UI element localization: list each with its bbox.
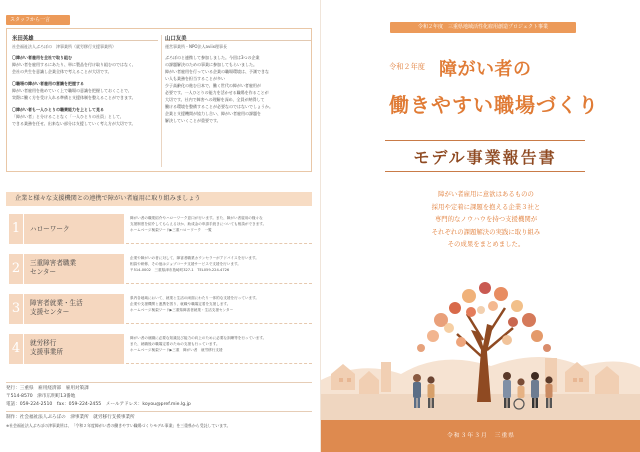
- publication-date: 令和３年３月 三重県: [321, 420, 640, 452]
- desc-line: 専門的なノウハウを持つ支援機関が: [434, 215, 538, 223]
- desc-line: 採用や定着に課題を抱える企業３社と: [431, 202, 541, 211]
- message-line: 企業と支援機関が協力し合い、障がい者雇用の課題を: [165, 111, 261, 116]
- footer-producer: 制作：社会福祉法人ぷろぼの 津事業所 就労移行支援事業所: [6, 415, 135, 420]
- org-name: [24, 334, 124, 364]
- message-line: い人も業務を担当することが多い: [165, 76, 225, 81]
- org-desc-line: 企業や障がいの者に対して、障害者職業カウンセラーがアドバイスを行います。: [130, 256, 259, 260]
- message-line: 「障がい者」と分けることなく「一人ひとりの社員」として、: [12, 114, 124, 119]
- org-name-line: 支援事業所: [30, 348, 63, 356]
- org-name: [24, 294, 124, 324]
- footer-divider: [6, 411, 312, 412]
- org-name: [24, 254, 124, 284]
- support-org-row: [6, 334, 312, 368]
- message-line: 会社の共生を意識し企業全体で考えることが大切です。: [12, 69, 112, 74]
- cover-page: [320, 0, 640, 452]
- org-desc-line: 〒514-0002 三重県津市島崎町327-1 TEL059-224-4726: [130, 268, 230, 272]
- tree-town-illustration: [321, 270, 640, 422]
- staff-comment-tag: スタッフから一言: [6, 15, 70, 25]
- message-line: 障がい者雇用を進めていく上で職場の意識を把握しておくことで、: [12, 88, 132, 93]
- footer-contact: 電話：059-224-2510 fax：059-224-2455 メールアドレス：koyou@pref.mie.lg.jp: [6, 402, 191, 407]
- message-line: 〇障がい者も一人ひとりの職業能力を上として見る: [12, 107, 104, 112]
- org-name-line: 就労移行: [30, 339, 57, 347]
- message-line: 〇職場の障がい者雇用の意識を把握する: [12, 81, 84, 86]
- support-org-row: [6, 214, 312, 248]
- message-column-2: [165, 33, 311, 124]
- message-line: 障がい者雇用を行っている企業の職場環境は、予測できな: [165, 69, 269, 74]
- org-name-line: 障害者就業・生活: [30, 299, 83, 307]
- org-desc-line: 障がい者の職業紹介やハローワーク窓口が行います。また、障がい者雇用の様々な: [130, 216, 263, 220]
- org-desc-line: 企業や支援機関と連携を図り、就職や職場定着を支援します。: [130, 302, 231, 306]
- message-line: 少子高齢化の進む日本で、働く世代の障がい者雇用が: [165, 83, 261, 88]
- org-desc-line: 障がい者の就職に必要な知識及び能力の向上のために必要な訓練等を行っています。: [130, 336, 267, 340]
- cover-description: [381, 188, 591, 251]
- report-rule-bottom: [385, 171, 585, 172]
- staff-role-1: 社会福祉法人ぷろぼの 津事業所（就労移行支援事業所）: [12, 44, 116, 49]
- org-desc-line: ホームページ検索ワード▶三重ハローワーク 一覧: [130, 228, 212, 232]
- project-label: 令和２年度 三重県地域活性化雇用創造プロジェクト事業: [390, 22, 576, 33]
- org-number: 4: [9, 334, 23, 364]
- org-description: [126, 334, 312, 364]
- footer-publisher: 発行：三重県 雇用経済部 雇用対策課: [6, 386, 89, 391]
- message-line: 実際に働く方を受け入れる準備と支援体制を整えることができます。: [12, 95, 136, 100]
- support-org-row: [6, 254, 312, 288]
- org-desc-line: ホームページ検索ワード▶三重 障がい者 就労移行支援: [130, 348, 223, 352]
- column-divider: [161, 35, 162, 167]
- staff-message-1: [12, 54, 158, 127]
- org-name: [24, 214, 124, 244]
- message-line: 働ける環境を整備することが必要なのではないでしょうか。: [165, 104, 273, 109]
- org-desc-line: 支援制度を紹介してもらえるほか、助成金の申請手続きについても相談ができます。: [130, 222, 267, 226]
- org-name-line: 三重障害者職業: [30, 259, 77, 267]
- desc-line: それぞれの課題解決の実践に取り組み: [431, 227, 541, 236]
- message-line: できる業務を任せ、出来ない部分は支援していく考え方が大切です。: [12, 121, 136, 126]
- org-desc-line: 相談や研修、その他はジョブコーチ支援サービスで支援を行います。: [130, 262, 241, 266]
- org-desc-line: 県内各地域において、就業と生活の両面にわたり一体的な支援を行っています。: [130, 296, 260, 300]
- support-band-title: 企業と様々な支援機関との連携で障がい者雇用に取り組みましょう: [6, 192, 312, 206]
- cover-title-line-1: 障がい者の: [439, 59, 532, 80]
- cover-title-line-2: 働きやすい職場づくり: [389, 93, 599, 117]
- message-line: 〇障がい者雇用を全社で取り組む: [12, 55, 72, 60]
- report-title: モデル事業報告書: [413, 148, 557, 167]
- org-name-line: センター: [30, 268, 57, 276]
- report-rule-top: [385, 140, 585, 141]
- org-description: [126, 214, 312, 244]
- cover-year: 令和２年度: [389, 62, 425, 71]
- footer-note: ※社会福祉法人ぷろぼの津事業所は、「令和２年度障がい者の働きやすい職場づくりモデル事業」を三重県から受託しています。: [6, 423, 231, 428]
- org-number: 3: [9, 294, 23, 324]
- footer-address: 〒514-8570 津市広明町13番地: [6, 394, 76, 399]
- message-line: ぷろぼのと連携して参加しました。今回は3つの企業: [165, 55, 260, 60]
- desc-line: その成果をまとめました。: [447, 240, 525, 248]
- message-line: の課題解決のための事業に参加してもらいました。: [165, 62, 257, 67]
- org-description: [126, 294, 312, 324]
- org-name-line: 支援センター: [30, 308, 70, 316]
- staff-message-2: [165, 54, 311, 124]
- desc-line: 障がい者雇用に意欲はあるものの: [438, 190, 534, 198]
- message-line: 必要です。一人ひとりの能力を活かせる職場を作ることが: [165, 90, 269, 95]
- message-line: 大切です。社内で障害への理解を深め、全員が納得して: [165, 97, 265, 102]
- message-column-1: [12, 33, 158, 127]
- message-line: 解決していくことが重要です。: [165, 118, 221, 123]
- staff-name-1: 米田英雄: [12, 33, 158, 41]
- org-number: 1: [9, 214, 23, 244]
- report-heading: [385, 140, 585, 172]
- org-desc-line: ホームページ検索ワード▶三重県障害者就業・生活支援センター: [130, 308, 234, 312]
- org-number: 2: [9, 254, 23, 284]
- message-line: 障がい者を雇用するにあたり、単に製品を付け取り組むのではなく、: [12, 62, 136, 67]
- publisher-footer: [6, 382, 312, 446]
- staff-message-box: [6, 28, 312, 172]
- org-name-line: ハローワーク: [30, 225, 70, 233]
- support-org-row: [6, 294, 312, 328]
- staff-role-2: 運営事業所・NPO法人aviix理事長: [165, 44, 227, 49]
- org-description: [126, 254, 312, 284]
- staff-name-2: 山口友美: [165, 33, 311, 41]
- org-desc-line: また、就職後の職場定着のための支援も行っています。: [130, 342, 220, 346]
